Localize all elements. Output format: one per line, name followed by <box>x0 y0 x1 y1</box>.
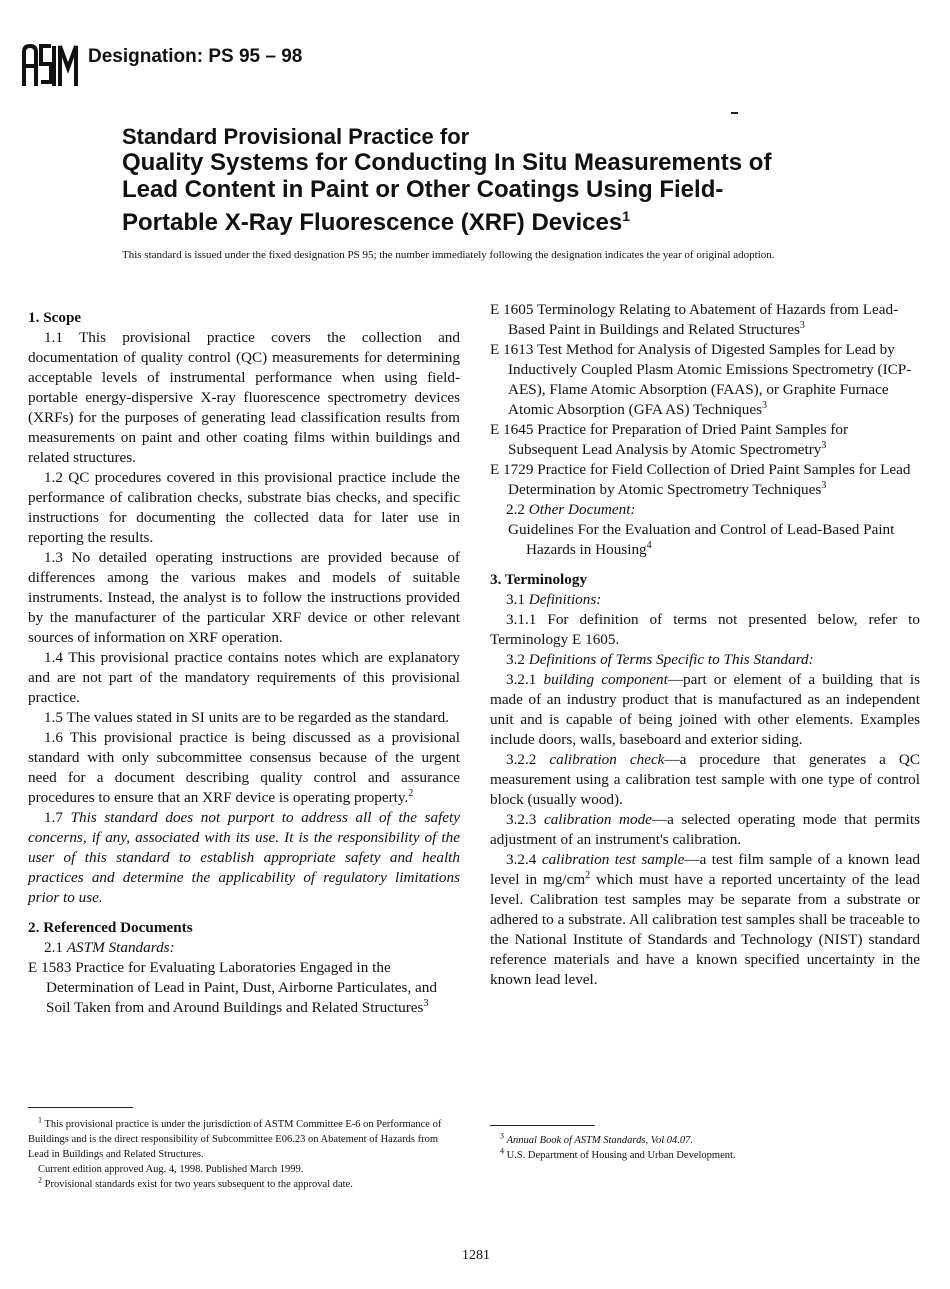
reference-e1729: E 1729 Practice for Field Collection of Dried Paint Samples for Lead Determination by Atomic Spectrometry Techniques$^3$ <box>490 461 911 498</box>
footnote-rule-right <box>490 1125 595 1126</box>
stray-mark <box>731 112 738 114</box>
footnotes-left <box>28 1117 460 1192</box>
definition-calibration-test-sample: 3.2.4 calibration test sample—a test film sample of a known lead level in $mg/cm^2$ which must have a reported uncertainty of the lead level. Calibration test samples may be separate from a substrate or adhered to a substrate. All calibration test samples shall be traceable to the National Institute of Standards and Technology (NIST) standard reference materials and have a known specified uncertainty in the known lead level. <box>490 851 920 988</box>
section-heading-referenced: 2. Referenced Documents <box>28 919 193 936</box>
right-column <box>490 300 920 990</box>
footnote-4: $^4$ U.S. Department of Housing and Urban Development. <box>500 1146 736 1161</box>
reference-e1583: E 1583 Practice for Evaluating Laboratories Engaged in the Determination of Lead in Paint, Dust, Airborne Particulates, and Soil Taken from and Around Buildings and Related Structures$^3$ <box>28 959 437 1016</box>
section-heading-scope: 1. Scope <box>28 309 82 326</box>
left-column <box>28 308 460 1018</box>
title-line-4: Portable X-Ray Fluorescence (XRF) Devices$^1$ <box>122 208 630 236</box>
reference-e1645: E 1645 Practice for Preparation of Dried Paint Samples for Subsequent Lead Analysis by Atomic Spectrometry$^3$ <box>490 421 849 458</box>
subsection-2-1: 2.1 ASTM Standards: <box>44 939 175 956</box>
definition-calibration-mode: 3.2.3 calibration mode—a selected operating mode that permits adjustment of an instrument's calibration. <box>490 811 921 848</box>
subsection-3-2: 3.2 Definitions of Terms Specific to This Standard: <box>506 651 814 668</box>
paragraph-3-1-1: 3.1.1 For definition of terms not presented below, refer to Terminology E 1605. <box>490 611 920 648</box>
page-number: 1281 <box>462 1248 490 1263</box>
reference-guidelines: Guidelines For the Evaluation and Control of Lead-Based Paint Hazards in Housing$^4$ <box>508 521 895 558</box>
paragraph-1-2: 1.2 QC procedures covered in this provisional practice include the performance of calibration checks, substrate bias checks, and specific instructions for documenting the collected data for later use in reporting the results. <box>28 469 460 546</box>
definition-building-component: 3.2.1 building component—part or element of a building that is made of an industry product that is manufactured as an independent unit and is capable of being joined with other elements. Examples include doors, walls, baseboard and exterior siding. <box>490 671 921 748</box>
title-line-2: Quality Systems for Conducting In Situ Measurements of <box>122 149 772 176</box>
paragraph-1-4: 1.4 This provisional practice contains notes which are explanatory and are not part of the mandatory requirements of this provisional practice. <box>28 649 460 706</box>
footnote-3: $^3$ Annual Book of ASTM Standards, Vol 04.07. <box>500 1131 693 1146</box>
reference-e1613: E 1613 Test Method for Analysis of Digested Samples for Lead by Inductively Coupled Plasm Atomic Emissions Spectrometry (ICP-AES), Flame Atomic Absorption (FAAS), or Graphite Furnace Atomic Absorption (GFA AS) Techniques$^3$ <box>490 341 912 418</box>
footnote-1-edition: Current edition approved Aug. 4, 1998. Published March 1999. <box>38 1164 304 1175</box>
footnote-rule-left <box>28 1107 133 1108</box>
footnote-1: $^1$ This provisional practice is under the jurisdiction of ASTM Committee E-6 on Performance of Buildings and is the direct responsibility of Subcommittee E06.23 on Abatement of Hazards from Lead in Buildings and Related Structures. <box>28 1115 442 1160</box>
paragraph-1-3: 1.3 No detailed operating instructions are provided because of differences among the various makes and models of suitable instruments. Instead, the analyst is to follow the instructions provided by the manufacturer of the particular XRF device or other relevant sources of information on XRF operation. <box>28 549 460 646</box>
issue-note: This standard is issued under the fixed designation PS 95; the number immediately following the designation indicates the year of original adoption. <box>122 249 775 261</box>
designation: Designation: PS 95 – 98 <box>88 46 303 67</box>
paragraph-1-6: 1.6 This provisional practice is being discussed as a provisional standard with only subcommittee consensus because of the urgent need for a document describing quality control and assurance procedures to ensure that an XRF device is operating property.$^2$ <box>28 729 460 806</box>
definition-calibration-check: 3.2.2 calibration check—a procedure that generates a QC measurement using a calibration test sample with one type of control block (usually wood). <box>490 751 921 808</box>
document-title <box>122 124 822 236</box>
paragraph-1-1: 1.1 This provisional practice covers the collection and documentation of quality control (QC) measurements for determining acceptable levels of instrumental performance when using field-portable energy-dispersive X-ray fluorescence spectrometry devices (XRFs) for the purposes of generating lead classification results from measurements on paint and other coating films within buildings and related structures. <box>28 329 460 466</box>
subsection-2-2: 2.2 Other Document: <box>506 501 636 518</box>
title-line-1: Standard Provisional Practice for <box>122 124 470 149</box>
footnotes-right <box>490 1133 920 1163</box>
paragraph-1-5: 1.5 The values stated in SI units are to be regarded as the standard. <box>44 709 450 726</box>
footnote-2: $^2$ Provisional standards exist for two years subsequent to the approval date. <box>38 1175 353 1190</box>
paragraph-1-7: 1.7 This standard does not purport to address all of the safety concerns, if any, associated with its use. It is the responsibility of the user of this standard to establish appropriate safety and health practices and determine the applicability of regulatory limitations prior to use. <box>28 809 461 906</box>
reference-e1605: E 1605 Terminology Relating to Abatement of Hazards from Lead-Based Paint in Buildings and Related Structures$^3$ <box>490 301 899 338</box>
subsection-3-1: 3.1 Definitions: <box>506 591 602 608</box>
title-line-3: Lead Content in Paint or Other Coatings Using Field- <box>122 176 724 203</box>
astm-logo <box>20 40 80 90</box>
section-heading-terminology: 3. Terminology <box>490 571 588 588</box>
